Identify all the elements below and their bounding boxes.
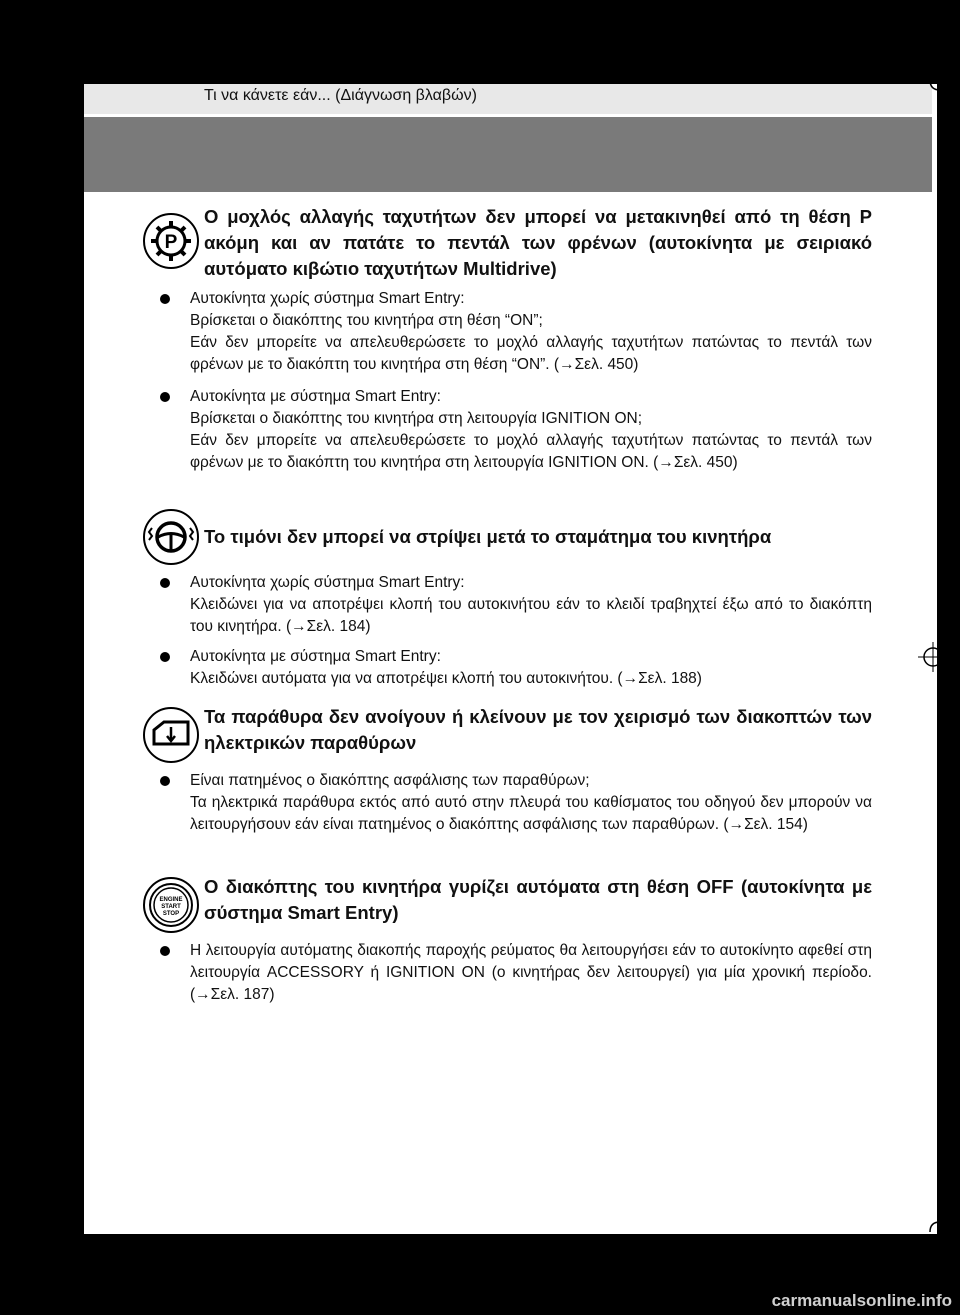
engine-icon-label: STOP	[162, 911, 180, 917]
crop-mark	[920, 1212, 950, 1242]
bullet-line: Αυτοκίνητα με σύστημα Smart Entry:	[190, 648, 441, 665]
list-item	[160, 386, 872, 474]
bullet-line: Αυτοκίνητα χωρίς σύστημα Smart Entry:	[190, 574, 465, 591]
bullet-dot	[160, 946, 170, 956]
bullet-dot	[160, 294, 170, 304]
bullet-line: Κλειδώνει για να αποτρέψει κλοπή του αυτοκινήτου εάν το κλειδί τραβηχτεί έξω από το διακόπτη του κινητήρα. (→Σελ. 184)	[190, 596, 872, 635]
bullet-line: Αυτοκίνητα χωρίς σύστημα Smart Entry:	[190, 290, 465, 307]
bullet-line: Βρίσκεται ο διακόπτης του κινητήρα στη θέση “ON”;	[190, 312, 543, 329]
list-item	[160, 572, 872, 638]
breadcrumb: Τι να κάνετε εάν... (Διάγνωση βλαβών)	[204, 87, 477, 104]
bullet-dot	[160, 652, 170, 662]
list-item	[160, 288, 872, 376]
section-heading: Ο μοχλός αλλαγής ταχυτήτων δεν μπορεί να μετακινηθεί από τη θέση P ακόμη και αν πατάτε το πεντάλ των φρένων (αυτοκίνητα με σειριακό αυτόματο κιβώτιο ταχυτήτων Multidrive)	[204, 206, 872, 279]
chapter-band	[84, 117, 932, 192]
engine-start-stop-icon	[142, 876, 200, 934]
bullet-line: Τα ηλεκτρικά παράθυρα εκτός από αυτό στην πλευρά του καθίσματος του οδηγού δεν μπορούν να λειτουργήσουν εάν είναι πατημένος ο διακόπτης ασφάλισης των παραθύρων. (→Σελ. 154)	[190, 794, 872, 833]
list-item	[160, 646, 872, 690]
steering-lock-icon	[142, 508, 200, 566]
crop-mark	[920, 80, 950, 110]
bullet-line: Εάν δεν μπορείτε να απελευθερώσετε το μοχλό αλλαγής ταχυτήτων πατώντας το πεντάλ των φρένων με το διακόπτη του κινητήρα στη λειτουργία IGNITION ON. (→Σελ. 450)	[190, 432, 872, 471]
section-heading: Ο διακόπτης του κινητήρα γυρίζει αυτόματα στη θέση OFF (αυτοκίνητα με σύστημα Smart Entry)	[204, 876, 872, 923]
header-strip	[84, 84, 932, 114]
svg-text:P: P	[164, 232, 178, 253]
bullet-line: Βρίσκεται ο διακόπτης του κινητήρα στη λειτουργία IGNITION ON;	[190, 410, 643, 427]
manual-page	[84, 84, 940, 1234]
engine-icon-label: START	[161, 904, 181, 910]
bullet-line: Η λειτουργία αυτόματης διακοπής παροχής ρεύματος θα λειτουργήσει εάν το αυτοκίνητο αφεθεί στη λειτουργία ACCESSORY ή IGNITION ON (ο κινητήρας δεν λειτουργεί) για μία χρονική περίοδο. (→Σελ. 187)	[190, 942, 872, 1003]
bullet-dot	[160, 578, 170, 588]
power-window-icon	[142, 706, 200, 764]
bullet-dot	[160, 392, 170, 402]
bullet-line: Κλειδώνει αυτόματα για να αποτρέψει κλοπή του αυτοκινήτου. (→Σελ. 188)	[190, 670, 702, 687]
section-heading: Το τιμόνι δεν μπορεί να στρίψει μετά το σταμάτημα του κινητήρα	[204, 526, 772, 547]
list-item	[160, 940, 872, 1006]
list-item	[160, 770, 872, 836]
bullet-line: Εάν δεν μπορείτε να απελευθερώσετε το μοχλό αλλαγής ταχυτήτων πατώντας το πεντάλ των φρένων με το διακόπτη του κινητήρα στη θέση “ON”. (→Σελ. 450)	[190, 334, 872, 373]
bullet-line: Αυτοκίνητα με σύστημα Smart Entry:	[190, 388, 441, 405]
registration-mark	[918, 642, 948, 672]
section-heading: Τα παράθυρα δεν ανοίγουν ή κλείνουν με τον χειρισμό των διακοπτών των ηλεκτρικών παραθύρων	[204, 706, 872, 753]
bullet-line: Είναι πατημένος ο διακόπτης ασφάλισης των παραθύρων;	[190, 772, 590, 789]
engine-icon-label: ENGINE	[159, 897, 183, 903]
watermark-logo: carmanualsonline.info	[771, 1291, 952, 1310]
bullet-dot	[160, 776, 170, 786]
shift-lock-p-icon	[142, 212, 200, 270]
